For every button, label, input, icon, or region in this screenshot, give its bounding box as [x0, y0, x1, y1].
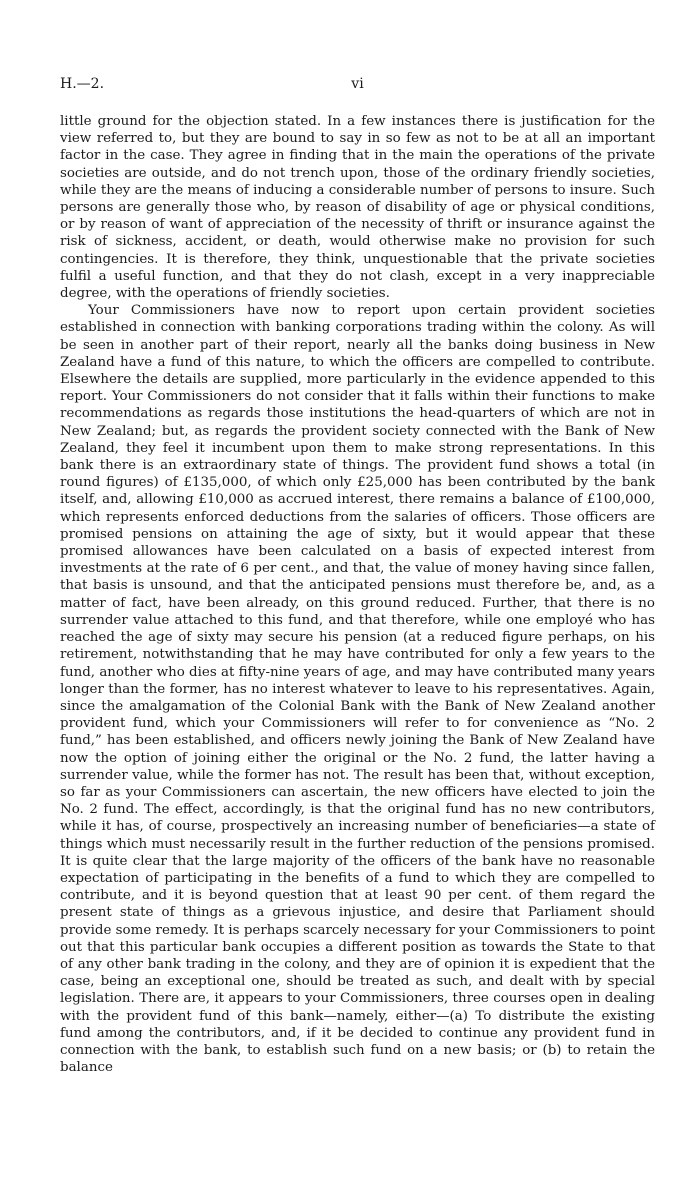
page-number: vi: [351, 76, 364, 92]
page-header: [60, 76, 655, 96]
paragraph-1: little ground for the objection stated. In a few instances there is justification for the view referred to, but they are bound to say in so few as not to be at all an important factor in the case. They agree in finding that in the main the operations of the private societies are outside, and do not trench upon, those of the ordinary friendly societies, while they are the means of inducing a considerable number of persons to insure. Such persons are generally those who, by reason of disability of age or physical conditions, or by reason of want of appreciation of the necessity of thrift or insurance against the risk of sickness, accident, or death, would otherwise make no provision for such contingencies. It is therefore, they think, unquestionable that the private societies fulfil a useful function, and that they do not clash, except in a very inappreciable degree, with the operations of friendly societies.: [60, 114, 655, 302]
body-text: [60, 113, 655, 1076]
paragraph-2: Your Commissioners have now to report upon certain provident societies established in connection with banking corporations trading within the colony. As will be seen in another part of their report, nearly all the banks doing business in New Zealand have a fund of this nature, to which the officers are compelled to contribute. Elsewhere the details are supplied, more particularly in the evidence appended to this report. Your Commissioners do not consider that it falls within their functions to make recommendations as regards those institutions the head-quarters of which are not in New Zealand; but, as regards the provident society connected with the Bank of New Zealand, they feel it incumbent upon them to make strong representations. In this bank there is an extraordinary state of things. The provident fund shows a total (in round figures) of £135,000, of which only £25,000 has been contributed by the bank itself, and, allowing £10,000 as accrued interest, there remains a balance of £100,000, which represents enforced deductions from the salaries of officers. Those officers are promised pensions on attaining the age of sixty, but it would appear that these promised allowances have been calculated on a basis of expected interest from investments at the rate of 6 per cent., and that, the value of money having since fallen, that basis is unsound, and that the anticipated pensions must therefore be, and, as a matter of fact, have been already, on this ground reduced. Further, that there is no surrender value attached to this fund, and that therefore, while one employé who has reached the age of sixty may secure his pension (at a reduced figure perhaps, on his retirement, notwithstanding that he may have contributed for only a few years to the fund, another who dies at fifty-nine years of age, and may have contributed many years longer than the former, has no interest whatever to leave to his representatives. Again, since the amalgamation of the Colonial Bank with the Bank of New Zealand another provident fund, which your Commissioners will refer to for convenience as “No. 2 fund,” has been established, and officers newly joining the Bank of New Zealand have now the option of joining either the original or the No. 2 fund, the latter having a surrender value, while the former has not. The result has been that, without exception, so far as your Commissioners can ascertain, the new officers have elected to join the No. 2 fund. The effect, accordingly, is that the original fund has no new contributors, while it has, of course, prospectively an increasing number of beneficiaries—a state of things which must necessarily result in the further reduction of the pensions promised. It is quite clear that the large majority of the officers of the bank have no reasonable expectation of participating in the benefits of a fund to which they are compelled to contribute, and it is beyond question that at least 90 per cent. of them regard the present state of things as a grievous injustice, and desire that Parliament should provide some remedy. It is perhaps scarcely necessary for your Commissioners to point out that this particular bank occupies a different position as towards the State to that of any other bank trading in the colony, and they are of opinion it is expedient that the case, being an exceptional one, should be treated as such, and dealt with by special legislation. There are, it appears to your Commissioners, three courses open in dealing with the provident fund of this bank—namely, either—(a) To distribute the existing fund among the contributors, and, if it be decided to continue any provident fund in connection with the bank, to establish such fund on a new basis; or (b) to retain the balance: [60, 303, 655, 1076]
document-reference: H.—2.: [60, 76, 105, 92]
